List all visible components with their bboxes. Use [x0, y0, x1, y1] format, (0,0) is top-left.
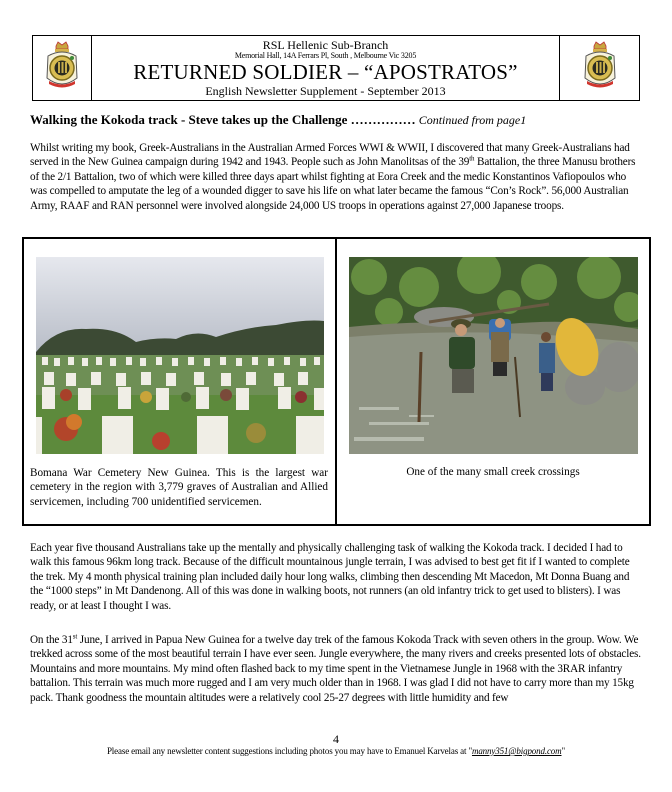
- ordinal-suffix: st: [72, 632, 78, 641]
- article-paragraph-2: Each year five thousand Australians take up the mentally and physically challenging task of walking the Kokoda track. I decided I had to walk this famous 96km long track. Because of the difficult mountainous jungle terrain, I was advised to best get fit if I wanted to complete the trek. My 4 month physical training plan included daily hour long walks, climbing then descending Mt Macedon, Mt Donna Buang and the “1000 steps” in Mt Dandenong. All of this was done in walking boots, not runners (an old infantry trick to get used to blisters). I was ready, or at least I thought I was.: [30, 542, 630, 612]
- organization-name: RSL Hellenic Sub-Branch: [262, 38, 389, 52]
- paragraph-text: On the 31: [30, 634, 73, 646]
- article-headline: [30, 112, 650, 128]
- rsl-crest-icon: [580, 40, 620, 96]
- page-number: 4: [333, 732, 339, 746]
- newsletter-subtitle: English Newsletter Supplement - September 2013: [205, 84, 446, 98]
- bomana-war-cemetery-photo: [36, 257, 324, 454]
- photo-cell-creek: [337, 239, 649, 524]
- article-paragraph-1: [30, 141, 642, 213]
- masthead-logo-left: [33, 36, 92, 100]
- headline-text: Walking the Kokoda track - Steve takes up the Challenge ……………: [30, 112, 416, 127]
- photo-caption-creek: One of the many small creek crossings: [406, 466, 580, 478]
- photo-cell-cemetery: [24, 239, 337, 524]
- continued-from-note: Continued from page1: [415, 113, 527, 127]
- photo-caption-cemetery: Bomana War Cemetery New Guinea. This is the largest war cemetery in the region with 3,779 graves of Australian and Allied servicemen, including 700 unidentified servicemen.: [30, 467, 328, 508]
- newsletter-title: RETURNED SOLDIER – “APOSTRATOS”: [133, 60, 518, 84]
- footer-note: [0, 746, 672, 756]
- ordinal-suffix: th: [469, 154, 475, 163]
- paragraph-text: June, I arrived in Papua New Guinea for a twelve day trek of the famous Kokoda Track with seven others in the group. Wow. We trekked across some of the most beautiful terrain I have ever seen. Jungle everywhere, the many rivers and creeks presented lots of obstacles. Mountains and more mountains. My mind often flashed back to my time spent in the Vietnamese Jungle in 1968 with the 3RAR infantry battalion. This terrain was much more rugged and I am very much older than in 1968. I was glad I did not have to carry more than my 15kg pack. Thank goodness the mountain altitudes were a relatively cool 25-27 degrees with little humidity and few: [30, 634, 641, 704]
- contact-email-link[interactable]: manny351@bigpond.com: [471, 746, 562, 756]
- footer-note-quote: ": [561, 746, 566, 756]
- masthead: [32, 35, 640, 101]
- masthead-logo-right: [559, 36, 639, 100]
- paragraph-text: Whilst writing my book, Greek-Australians in the Australian Armed Forces WWI & WWII, I discovered that many Greek-Australians had served in the New Guinea campaign during 1942 and 1943. People such as John Manolitsas of the 39: [30, 142, 630, 169]
- paragraph-text: Battalion, the three Manusu brothers of the 2/1 Battalion, two of which were killed three days apart whilst fighting at Eora Creek and the medic Konstantinos Vafiopoulos who was compelled to amputate the leg of a wounded digger to save his life on what later became the famous “Con’s Rock”. 56,000 Australian Army, RAAF and RAN personnel were involved alongside 24,000 US troops in operations against 27,000 Japanese troops.: [30, 156, 636, 212]
- organization-address: Memorial Hall, 14A Ferrars Pl, South , Melbourne Vic 3205: [234, 51, 417, 60]
- footer-note-text: Please email any newsletter content suggestions including photos you may have to Emanuel Karvelas at ": [106, 746, 472, 756]
- article-paragraph-3: [30, 633, 642, 705]
- photo-table: [22, 237, 651, 526]
- rsl-crest-icon: [42, 40, 82, 96]
- masthead-text: [92, 36, 559, 100]
- creek-crossing-photo: [349, 257, 638, 454]
